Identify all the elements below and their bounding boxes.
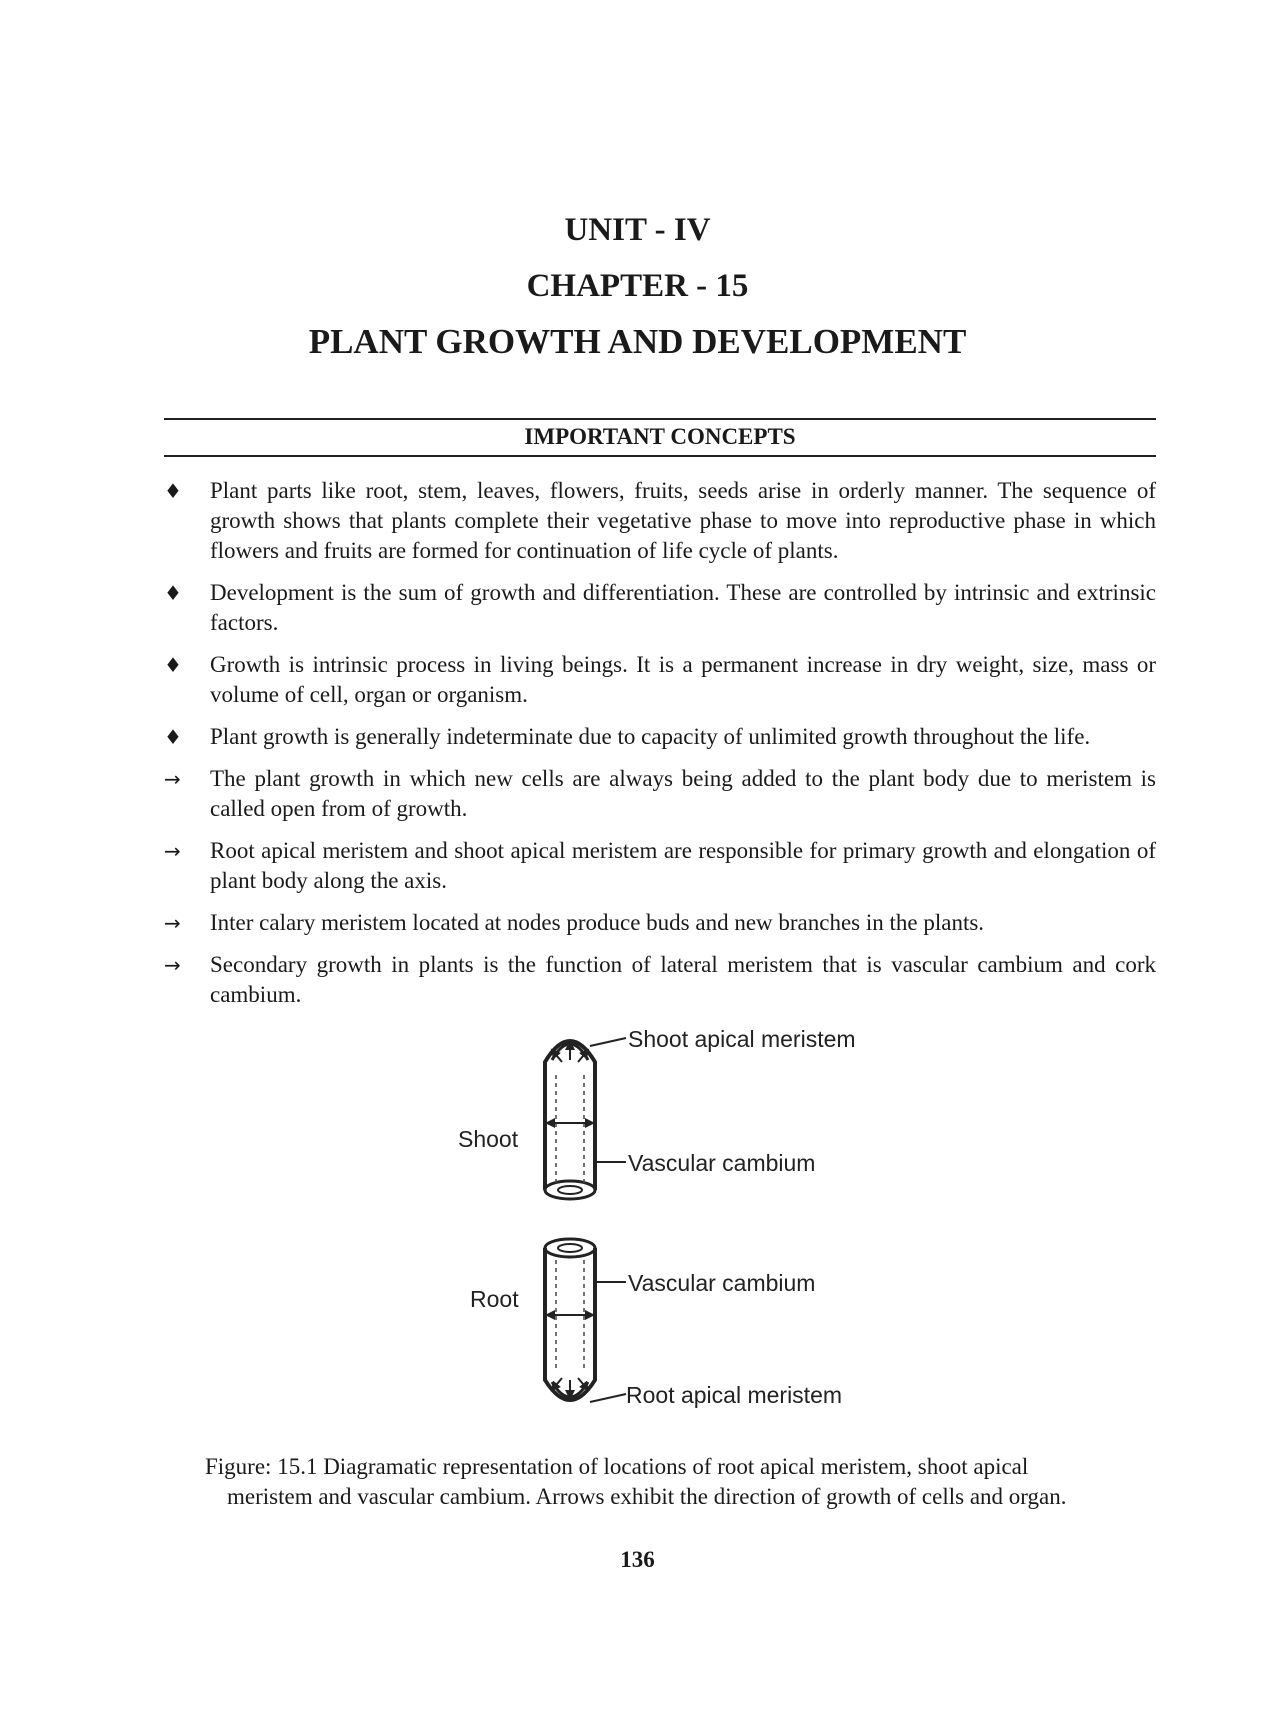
- chapter-title: CHAPTER - 15: [526, 268, 749, 304]
- list-item: ♦ Development is the sum of growth and differentiation. These are controlled by intrinsic and extrinsic factors.: [164, 580, 1156, 635]
- list-item: → The plant growth in which new cells are always being added to the plant body due to meristem is called open from of growth.: [164, 766, 1156, 821]
- diamond-bullet-icon: ♦: [164, 725, 182, 749]
- list-item: → Inter calary meristem located at nodes produce buds and new branches in the plants.: [160, 908, 1156, 938]
- page-number: 136: [620, 1547, 655, 1572]
- shoot-ring: [545, 1181, 595, 1199]
- list-item: → Secondary growth in plants is the function of lateral meristem that is vascular cambium and cork cambium.: [164, 952, 1156, 1007]
- root-ring: [545, 1239, 595, 1257]
- concepts-heading: IMPORTANT CONCEPTS: [524, 424, 796, 449]
- unit-title: UNIT - IV: [564, 212, 711, 248]
- arrow-bullet-icon: →: [164, 767, 181, 791]
- label-root: Root: [470, 1286, 519, 1312]
- root-outline: [545, 1248, 595, 1400]
- meristem-diagram: [430, 1020, 910, 1440]
- list-item: ♦ Plant growth is generally indeterminate due to capacity of unlimited growth throughout the life.: [160, 722, 1156, 752]
- label-root-apical-meristem: Root apical meristem: [626, 1382, 843, 1408]
- top-rule: [164, 418, 1156, 420]
- diamond-bullet-icon: ♦: [164, 581, 182, 605]
- arrow-bullet-icon: →: [164, 839, 181, 863]
- label-shoot-apical-meristem: Shoot apical meristem: [628, 1026, 856, 1052]
- shoot-outline: [545, 1041, 595, 1190]
- figure-caption: [205, 1452, 1145, 1512]
- caption-line-2: meristem and vascular cambium. Arrows exhibit the direction of growth of cells and organ.: [227, 1484, 1067, 1509]
- list-item: ♦ Growth is intrinsic process in living beings. It is a permanent increase in dry weight, size, mass or volume of cell, organ or organism.: [164, 652, 1156, 707]
- concepts-list: [160, 476, 1156, 1022]
- label-vascular-cambium-root: Vascular cambium: [628, 1270, 816, 1296]
- bottom-rule: [164, 455, 1156, 457]
- caption-line-1: Figure: 15.1 Diagramatic representation of locations of root apical meristem, shoot apical: [205, 1454, 1029, 1479]
- arrow-bullet-icon: →: [164, 911, 181, 935]
- meristem-diagram-svg: [430, 1020, 910, 1440]
- label-vascular-cambium-shoot: Vascular cambium: [628, 1150, 816, 1176]
- diamond-bullet-icon: ♦: [164, 479, 182, 503]
- list-item: ♦ Plant parts like root, stem, leaves, flowers, fruits, seeds arise in orderly manner. The sequence of growth shows that plants complete their vegetative phase to move into reproductive phase in which flowers and fruits are formed for continuation of life cycle of plants.: [164, 478, 1156, 563]
- list-item: → Root apical meristem and shoot apical meristem are responsible for primary growth and elongation of plant body along the axis.: [164, 838, 1156, 893]
- diamond-bullet-icon: ♦: [164, 653, 182, 677]
- label-shoot: Shoot: [458, 1126, 519, 1152]
- page-title: PLANT GROWTH AND DEVELOPMENT: [308, 322, 967, 361]
- arrow-bullet-icon: →: [164, 953, 181, 977]
